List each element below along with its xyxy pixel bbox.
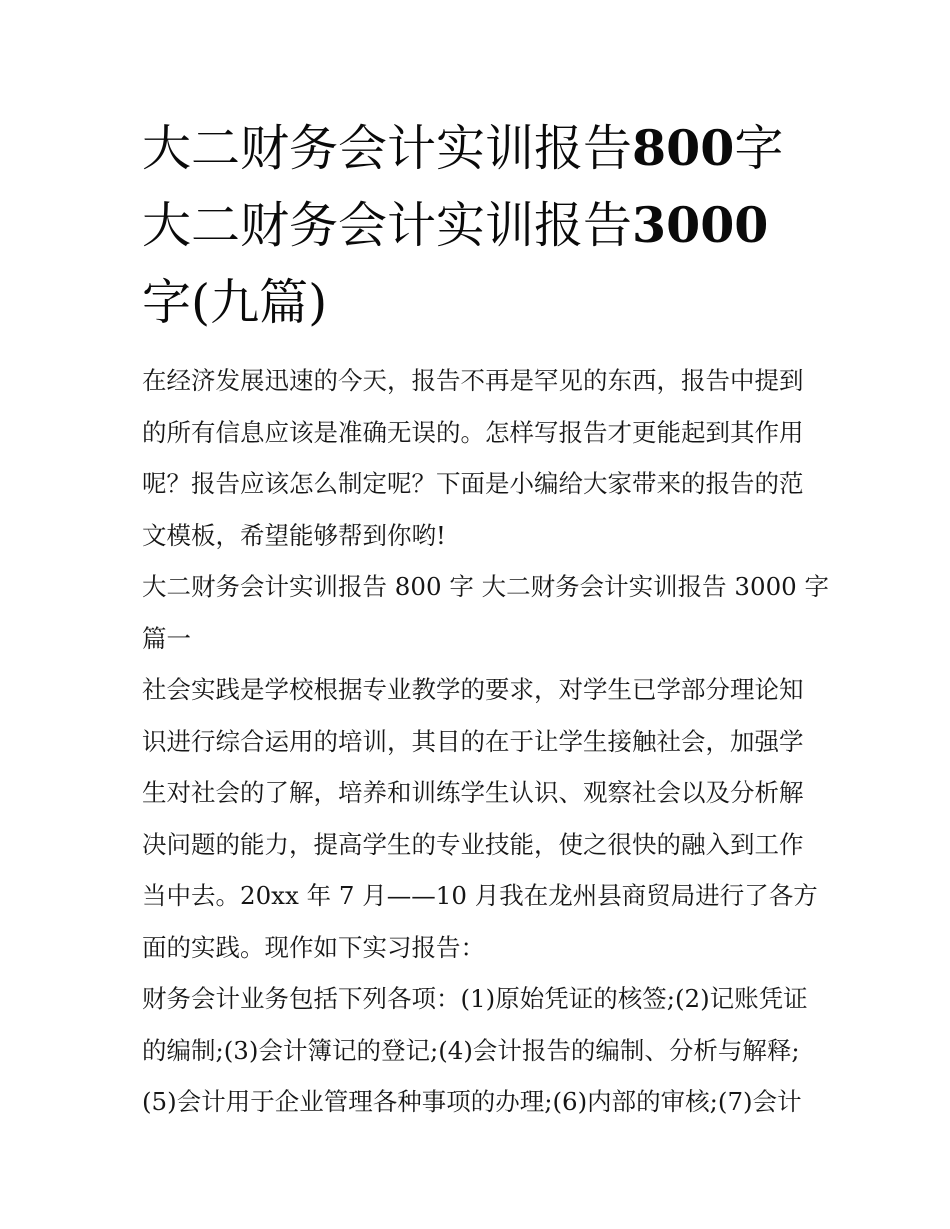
title-text: 字(九篇)	[142, 274, 328, 331]
body-paragraph	[142, 664, 822, 973]
text-line: 面的实践。现作如下实习报告：	[142, 932, 485, 962]
text-line: 文模板，希望能够帮到你哟!	[142, 520, 446, 550]
title-line	[142, 187, 822, 264]
title-text: 大二财务会计实训报告	[142, 120, 633, 177]
document-body	[142, 110, 830, 1128]
text-line: 篇一	[142, 623, 191, 653]
text-line: 社会实践是学校根据专业教学的要求，对学生已学部分理论知	[142, 675, 804, 704]
title-number: 3000	[632, 196, 769, 254]
title-number: 800	[632, 119, 735, 177]
body-paragraph	[142, 973, 822, 1128]
text-line: 生对社会的了解，培养和训练学生认识、观察社会以及分析解	[142, 778, 804, 807]
intro-paragraph	[142, 355, 822, 561]
title-text: 大二财务会计实训报告	[142, 197, 633, 254]
title-line	[142, 264, 822, 341]
text-line: 财务会计业务包括下列各项：(1)原始凭证的核签;(2)记账凭证	[142, 984, 808, 1013]
section-heading	[142, 561, 830, 664]
text-line: (5)会计用于企业管理各种事项的办理;(6)内部的审核;(7)会计	[142, 1087, 802, 1116]
text-line: 决问题的能力，提高学生的专业技能，使之很快的融入到工作	[142, 829, 804, 859]
title-line	[142, 110, 822, 187]
title-text: 字	[734, 120, 784, 177]
text-line: 的所有信息应该是准确无误的。怎样写报告才更能起到其作用	[142, 417, 804, 447]
text-line: 大二财务会计实训报告 800 字 大二财务会计实训报告 3000 字	[142, 572, 830, 601]
text-line: 当中去。20xx 年 7 月——10 月我在龙州县商贸局进行了各方	[142, 881, 818, 910]
text-line: 的编制;(3)会计簿记的登记;(4)会计报告的编制、分析与解释;	[142, 1035, 800, 1065]
text-line: 识进行综合运用的培训，其目的在于让学生接触社会，加强学	[142, 726, 804, 756]
text-line: 在经济发展迅速的今天，报告不再是罕见的东西，报告中提到	[142, 366, 804, 395]
document-title	[142, 110, 822, 341]
text-line: 呢？报告应该怎么制定呢？下面是小编给大家带来的报告的范	[142, 469, 804, 498]
